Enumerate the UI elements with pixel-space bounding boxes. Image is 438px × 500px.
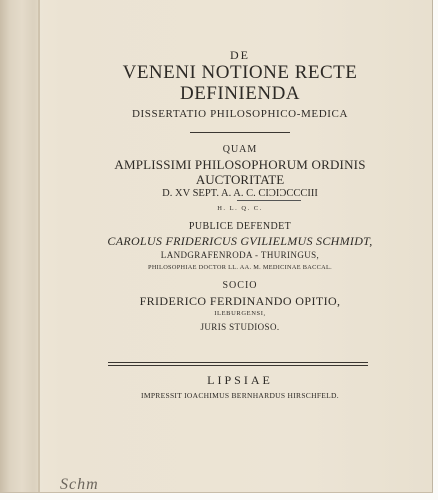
page-fold (38, 0, 40, 492)
author-degrees: PHILOSOPHIAE DOCTOR LL. AA. M. MEDICINAE BACCAL. (148, 264, 332, 271)
socio-origin: ILEBURGENSI, (214, 310, 266, 317)
divider-bottom (108, 362, 368, 366)
socio-name: FRIDERICO FERDINANDO OPITIO, (139, 294, 341, 308)
author-name: CAROLUS FRIDERICUS GVILIELMUS SCHMIDT, (107, 234, 373, 248)
authority-line-1: AMPLISSIMI PHILOSOPHORUM ORDINIS (114, 157, 366, 172)
binding-spine (0, 0, 40, 492)
defense-date: D. XV SEPT. A. A. C. CIƆIƆCCCIII (162, 188, 318, 199)
title-line-2: DEFINIENDA (179, 83, 301, 104)
socio-role: JURIS STUDIOSO. (200, 322, 280, 332)
date-underline (237, 200, 301, 201)
author-origin: LANDGRAFENRODA - THURINGUS, (160, 250, 320, 260)
authority-line-2: AUCTORITATE (195, 172, 285, 187)
hlqc: H. L. Q. C. (217, 205, 263, 212)
subtitle: DISSERTATIO PHILOSOPHICO-MEDICA (132, 108, 348, 120)
imprint-printer: IMPRESSIT IOACHIMUS BERNHARDUS HIRSCHFELD. (141, 391, 339, 400)
publice-defendet: PUBLICE DEFENDET (188, 221, 292, 232)
title-line-1: VENENI NOTIONE RECTE (122, 62, 358, 83)
title-de: DE (230, 48, 250, 62)
socio-label: SOCIO (222, 280, 258, 291)
quam-label: QUAM (222, 144, 258, 155)
imprint-city: LIPSIAE (207, 373, 273, 387)
handwritten-note: Schm (60, 476, 99, 493)
divider-top (190, 132, 290, 133)
